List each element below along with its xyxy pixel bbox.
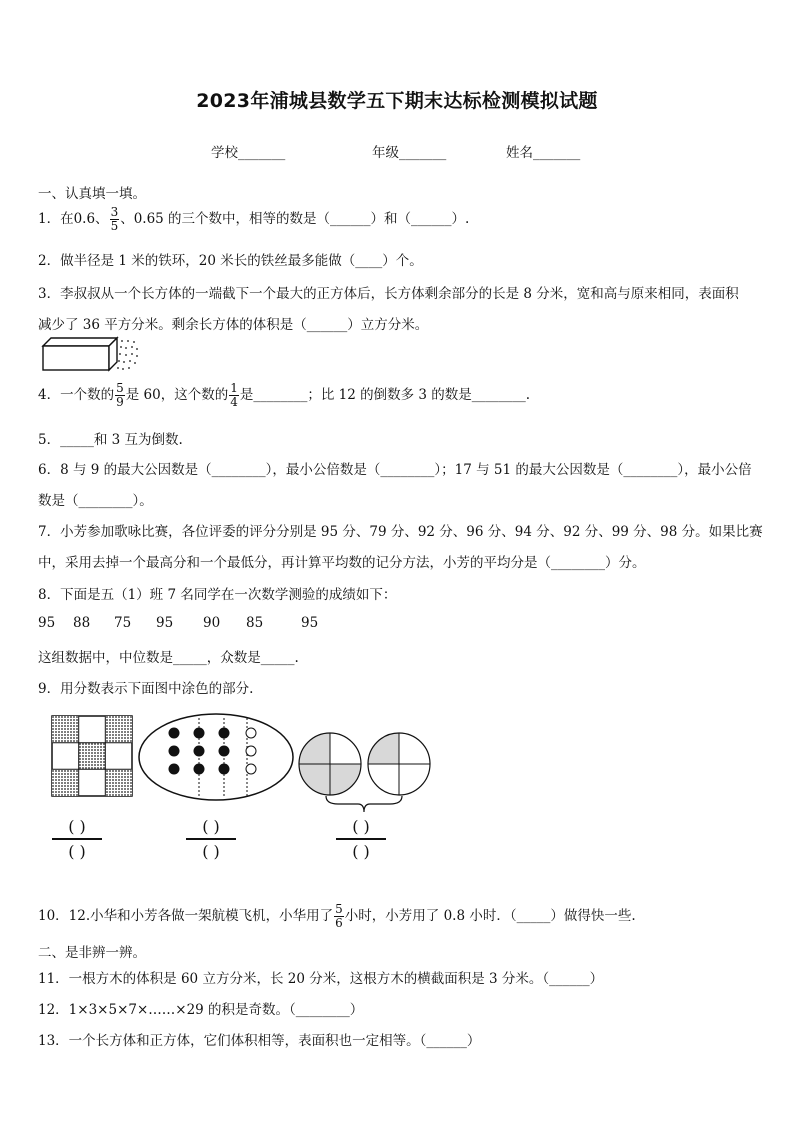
fraction: $\frac{3}{5}$ [110, 205, 119, 233]
name-field[interactable]: 姓名_______ [506, 145, 581, 161]
score-7: 95 [301, 615, 319, 631]
question-12: 12．1×3×5×7×……×29 的积是奇数。（________） [38, 1002, 364, 1018]
question-3-line-2: 减少了 36 平方分米。剩余长方体的体积是（______）立方分米。 [38, 317, 429, 333]
question-3-line-1: 3．李叔叔从一个长方体的一端截下一个最大的正方体后，长方体剩余部分的长是 8 分米，宽和高与原来相同，表面积 [38, 286, 739, 302]
fraction: $\frac{1}{4}$ [230, 381, 238, 409]
score-1: 95 [38, 615, 56, 631]
question-9: 9．用分数表示下面图中涂色的部分. [38, 681, 254, 697]
answer-fraction-2[interactable]: ( ) ( ) [186, 817, 236, 861]
section-fill-in: 一、认真填一填。 [38, 186, 146, 202]
checker-square-figure [52, 716, 132, 796]
score-4: 95 [156, 615, 174, 631]
dots-oval-figure [137, 712, 295, 802]
question-7-line-2: 中，采用去掉一个最高分和一个最低分，再计算平均数的记分方法，小芳的平均分是（________）分。 [38, 555, 646, 571]
question-6-line-1: 6．8 与 9 的最大公因数是（________），最小公倍数是（________）；17 与 51 的最大公因数是（________），最小公倍 [38, 462, 752, 478]
question-10: 10．12.小华和小芳各做一架航模飞机，小华用了 $\frac{5}{6}$ 小时，小芳用了 0.8 小时．（_____）做得快一些. [38, 902, 636, 930]
question-8-line-2: 这组数据中，中位数是_____，众数是_____. [38, 650, 299, 666]
question-6-line-2: 数是（________）。 [38, 493, 153, 509]
page-title: 2023年浦城县数学五下期末达标检测模拟试题 [196, 90, 598, 112]
fraction: $\frac{5}{6}$ [335, 902, 343, 930]
question-2: 2．做半径是 1 米的铁环，20 米长的铁丝最多能做（____）个。 [38, 253, 423, 269]
two-circles-figure [298, 730, 438, 810]
score-2: 88 [73, 615, 91, 631]
school-field[interactable]: 学校_______ [211, 145, 286, 161]
answer-fraction-3[interactable]: ( ) ( ) [336, 817, 386, 861]
question-5: 5．_____和 3 互为倒数. [38, 432, 183, 448]
score-5: 90 [203, 615, 221, 631]
question-1: 1．在0.6、 $\frac{3}{5}$ 、0.65 的三个数中，相等的数是（______）和（______）. [38, 205, 470, 233]
question-11: 11．一根方木的体积是 60 立方分米，长 20 分米，这根方木的横截面积是 3 分米。（______） [38, 971, 604, 987]
answer-fraction-1[interactable]: ( ) ( ) [52, 817, 102, 861]
score-3: 75 [114, 615, 132, 631]
question-4: 4．一个数的 $\frac{5}{9}$ 是 60，这个数的 $\frac{1}{4}$ 是________；比 12 的倒数多 3 的数是________. [38, 381, 531, 409]
question-13: 13．一个长方体和正方体，它们体积相等，表面积也一定相等。（______） [38, 1033, 481, 1049]
grade-field[interactable]: 年级_______ [372, 145, 447, 161]
question-8-line-1: 8．下面是五（1）班 7 名同学在一次数学测验的成绩如下： [38, 587, 397, 603]
question-7-line-1: 7．小芳参加歌咏比赛，各位评委的评分分别是 95 分、79 分、92 分、96 分、94 分、92 分、99 分、98 分。如果比赛 [38, 524, 763, 540]
score-6: 85 [246, 615, 264, 631]
section-true-false: 二、是非辨一辨。 [38, 945, 146, 961]
fraction: $\frac{5}{9}$ [116, 381, 124, 409]
cuboid-figure [42, 337, 142, 373]
